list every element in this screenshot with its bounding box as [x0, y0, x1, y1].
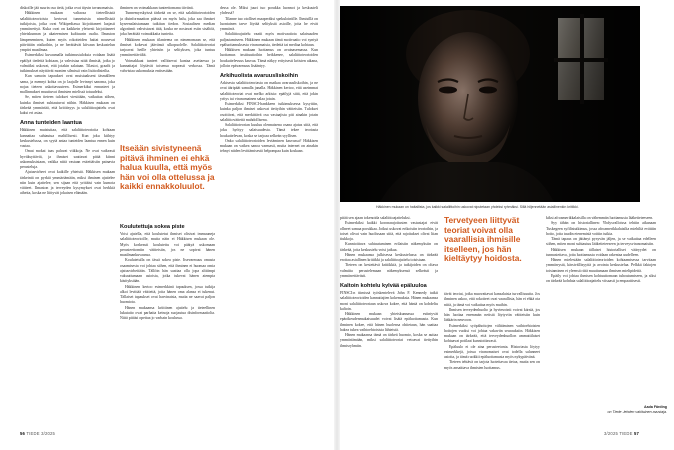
- portrait-photo-image: [340, 6, 640, 202]
- subheading: Kaltoin kohtelu kylvää epäluuloa: [340, 283, 427, 289]
- body-paragraph: Häkkinen kertoo esimerkkinä tapauksen, jossa tutkija alkoi levittää väitteitä, joita hänen oma alansa ei tukenut. Tällaiset tapaukset ovat harvinaisia, mutta ne saavat paljon huomiota.: [120, 284, 215, 305]
- body-paragraph: Epäily voi johtaa ihmisen kohtuuttomaan tuhoutumiseen, ja siksi on tärkeää kohdata salaliittoajattelu viisaasti ja empaattisesti.: [546, 273, 656, 283]
- body-paragraph: Esimerkiksi syöpähoitojen välttäminen vaihtoehtoisten hoitojen vuoksi voi johtaa vakaviin seurauksiin. Häkkisen mukaan on tärkeää, että terveydenhuollon ammattilaiset kohtaavat potilaat kunnioittavasti.: [444, 323, 540, 344]
- body-paragraph: Koulutetulla on tässä sokea piste. Itsevarmuus omasta osaamisesta voi johtaa siihen, että ihminen ei huomaa omia ajatusvirheitään. Tällöin hän saattaa olla jopa alttiimpi vakuuttumaan asioista, jotka tukevat hänen aiempia käsityksiään.: [120, 258, 215, 284]
- issue-number: 3/2025: [41, 431, 56, 436]
- left-page-column-2-lower: [120, 224, 215, 426]
- article-body-block: [546, 216, 656, 284]
- article-body-block: [340, 291, 438, 349]
- body-paragraph: Hänen mukaansa kriittinen ajattelu ja tieteellinen lukutaito ovat parhaita keinoja suojautua disinformaatiolta. Niitä pitäisi opettaa jo varhain koulussa.: [120, 305, 215, 320]
- author-role: on Tiede -lehden vakituinen avustaja.: [607, 409, 667, 414]
- article-body-block: [444, 292, 540, 371]
- body-paragraph: Ajatusvirheet ovat kaikille yhteisiä. Häkkisen mukaan tärkeintä on pyrkiä ymmärtämään, miksi ihminen ajattelee niin kuin ajattelee, sen sijaan että yrittäisi vain kumota väitteet. Ilmaston ja terveyden kysymykset ovat herkkiä aiheita, koska ne liittyvät jokaisen elämään.: [20, 170, 115, 196]
- body-paragraph: Voisi ajatella, että koulutetut ihmiset olisivat immuuneja salaliittoteorioille, mutta näin ei Häkkisen mukaan ole. Myös korkeasti koulutettu voi päätyä uskomaan perusteettomiin väitteisiin, jos ne sopivat hänen maailmankuvaansa.: [120, 232, 215, 257]
- page-number: 57: [634, 431, 640, 436]
- body-paragraph: Tilanne tuo otolliset maaperäksi spekulointille. Ihmisillä on luontainen tarve löytää selityksiä asioille, joita he eivät ymmärrä.: [220, 16, 318, 31]
- body-paragraph: Esimerkiksi FINSCI-hankkeen tutkimuksessa kysyttiin, kuinka paljon ihmiset uskovat tiettyihin väitteisiin. Tulokset osoittivat, että merkittävä osa vastaajista piti ainakin jotain salaliittoväitettä mahdollisena.: [220, 102, 318, 122]
- body-paragraph: Tämä tapaus on jättänyt pysyvän jäljen, ja se vaikuttaa edelleen siihen, miten moni suhtautuu lääketieteeseen ja terveysviranomaisiin.: [546, 237, 656, 247]
- right-folio: [604, 431, 639, 436]
- magazine-title: TIEDE: [26, 431, 40, 436]
- body-paragraph: Tieteen tehtävä on tarjota luotettavaa tietoa, mutta sen on myös ansaittava ihmisten luottamus.: [444, 360, 540, 370]
- author-byline: [597, 405, 667, 414]
- body-paragraph: ihminen on voimakkaan tunteettomana tiiviinä.: [120, 6, 194, 10]
- body-paragraph: Tieteen on kestettävä kritiikkiä, ja tutkijoiden on oltava valmiita perustelemaan näkemyksensä selkeästi ja ymmärrettävästi.: [340, 263, 438, 278]
- author-name: Aada Färding: [644, 405, 667, 409]
- right-page-column-2: [444, 292, 540, 426]
- article-body-block: [220, 81, 318, 155]
- body-paragraph: Esimerkiksi kuvaamalla tutkimustuloksia voidaan lisätä epäilyä tiedettä kohtaan, ja vahvistaa niitä ihmisiä, jotka jo valmiiksi uskovat, että jotakin salataan. Tilastot, graafit ja tutkimukset näyttävät monien silmissä vain lisätodisteilta.: [20, 53, 115, 73]
- pull-quote: Itseään sivistyneenä pitävä ihminen ei ehkä halua kuulla, että myös hän voi olla ottelussa ja kaikki ennakkoluulot.: [120, 143, 215, 192]
- article-body-block: [20, 128, 115, 196]
- body-paragraph: Onko salaliittoteorioiden leviäminen kasvussa? Häkkisen mukaan on vaikea sanoa varmasti, mutta internet on ainakin tehnyt niiden levittämisestä helpompaa kuin koskaan.: [220, 138, 318, 154]
- subheading: Anna tunteiden laantua: [20, 120, 82, 127]
- body-paragraph: Arkisesta salaliittoteoriasta on matkaa avaruusliskoihin, ja ne ovat ääripäät samalla janalla. Häkkinen kertoo, että useimmat salaliittoteoriat ovat melko arkisia: epäilyjä siitä, että jokin yritys tai viranomainen salaa jotain.: [220, 81, 318, 101]
- body-paragraph: diskoille jää suurin osa tietä, jotka ovat täysin tavanomaisia.: [20, 6, 114, 10]
- body-paragraph: Omat mokat taas palavat viikkoja. Ne ovat vaikeasti hyväksyttäviä, ja ihmiset saattavat pitää kiinni uskomuksistaan, vaikka niitä vastaan esitettäisiin painavia perusteluja.: [20, 149, 115, 169]
- body-paragraph: Esimerkiksi kaikki koronarajoitusten vastustajat eivät ollneet samaa porukkaa. Jotkut uskovat erikoisiin teorioihin, ja toiset olivat vain huolissaan siitä, että rajoitukset olivat liian tiukkoja.: [340, 221, 438, 241]
- right-page-column-3: [546, 216, 656, 401]
- page-number: 56: [20, 431, 26, 436]
- photo-caption: Häkkinen mukaan on haitallista, jos kaikki salaliittoihin uskovat niputetaan yhdeksi ryhmäksi. Sillä hiljennetään asiallinenkin kritiikki.: [376, 205, 579, 209]
- body-paragraph: Häkkinen mukaan tilanteena on nimenomaan se, että ihmiset kokevat jäävänsä ulkopuolelle. Salaliittoteoriat tarjoavat heille yhteisön ja selityksen, joka tuntuu ymmärrettävältä.: [120, 37, 215, 58]
- magazine-title: TIEDE: [619, 431, 633, 436]
- body-paragraph: FINSCI:n tiimissä työskentelevä John F. Kennedy tutkii salaliittoteorioiden kannattajien kokemuksia. Hänen mukaansa moni salaliittoteoriaan uskova kokee, että häntä on kohdeltu kaltoin.: [340, 291, 438, 311]
- left-page-column-1: [20, 6, 115, 426]
- body-paragraph: Salaliittoteorian kuuluu olennaisena osana ajatus siitä, että joku hyötyy salaisuudesta. Tämä tekee teoriasta houkuttelevan, koska se tarjoaa selkeän syyllisen.: [220, 123, 318, 138]
- left-page-column-3: [220, 6, 318, 426]
- subheading: Arkihuolista avaruusliskoihin: [220, 73, 299, 79]
- body-paragraph: pitää sen ajaan tokenoida salaliittoajatteluksi.: [340, 216, 411, 220]
- left-folio: [20, 431, 55, 436]
- body-paragraph: Häkkisen mukaan luottamus on avainasemassa. Kun luottamus instituutioihin heikkenee, salaliittoteorioiden houkuttelevuus kasvaa. Tämä näkyy erityisesti kriisien aikana, jolloin epävarmuus lisääntyy.: [220, 48, 318, 68]
- body-paragraph: Syy tähän on historiallinen: Yhdysvalloissa tehtiin aikanaan Tuskegeen syfilistutkimus, jossa afroamerikkalaisilta miehiltä evättiin hoito, jotta taudin etenemistä voitiin tutkia.: [546, 221, 656, 236]
- right-page-column-1: [340, 216, 438, 426]
- body-paragraph: Kunnioittava suhtautuminen erilaisiin näkemyksiin on tärkeää, jotta keskustelu voisi jatkua.: [340, 242, 438, 252]
- left-page-column-2: [120, 6, 215, 142]
- issue-number: 3/2025: [604, 431, 619, 436]
- article-body-block: [220, 6, 318, 69]
- article-body-block: [340, 216, 438, 279]
- body-paragraph: Voimakkaat tunteet vallitsevat kantaa asettaessa ja kannattajat löytävät toisensa nopeasti verkossa. Tämä vahvistaa uskomuksia entisestään.: [120, 58, 215, 73]
- body-paragraph: Häkkisen mukaan tällaiset historialliset vääryydet on tunnustettava, jotta luottamusta voidaan rakentaa uudelleen.: [546, 247, 656, 257]
- pull-quote: Tervetyeen liittyvät teoriat voivat olla vaarallisia ihmisille itselleen, jos hän kieltäytyy hoidosta.: [444, 215, 522, 264]
- body-paragraph: dessa ole. Miksi juuri tuo porukka luonnot ja keskusteli yhdessä?: [220, 6, 318, 16]
- body-paragraph: tävät teoriat, jotka muovattavat kansalaisia turvallisuutta. Jos ihminen uskoo, että rokotteet ovat vaarallisia, hän ei ehkä ota niitä, ja tämä voi vaikuttaa myös muihin.: [444, 292, 540, 307]
- body-paragraph: Häkkinen mukaan yhteiskunnassa esiintyvät epäoikeudenmukaisuudet voivat lisätä epäluottamusta. Kun ihminen kokee, että hänen huolensa ohitetaan, hän saattaa hakea tukea vaihtoehtoisista lähteistä.: [340, 312, 438, 332]
- body-paragraph: Salaliittoajattelu vaatii myös motivaatiota salaisuuden paljastamiseen. Häkkinen mukaan tämä motivaatio voi syntyä epäluottamuksesta viranomaisia, tiedettä tai mediaa kohtaan.: [220, 32, 318, 47]
- article-body-block: [20, 6, 115, 116]
- body-paragraph: Kun samoin tapaukset ovat muistaakseni täsmälleen sama, ja mennyt kohta on jo laajalle levinnyt sanoma, joka nojaa tieteen uskottavuuteen. Esimerkiksi ennusteet ja mallinnukset muuttuvat ihmisten mielissä totuudeksi.: [20, 74, 115, 94]
- body-paragraph: Epäluulo ei ole aina perusteetonta. Historiasta löytyy esimerkkejä, joissa viranomaiset ovat todella salanneet asioita, ja tämä ruokkii epäluottamusta myös nykypäivänä.: [444, 344, 540, 359]
- body-paragraph: Hänen mukaansa julkisessa keskustelussa on tärkeää erottaa asiallinen kritiikki ja salaliittoajattelu toisistaan.: [340, 252, 438, 262]
- body-paragraph: Häkkinen mukaan valtaosa tieteellisistä salaliittoteorioista kertovat tunnetuista nimellisistä tutkijoista, jotka ovat Wikipediassa kirjoittaneet laajasti ymmärrettyä. Kuka ovat on kaikkein yleisesti kirjoittaneet yhteiskunnan ja akateemisen kulttuurin osalta. Ilmaston lämpeneminen, kuten myös rokotteiden haitat nousevat päivittäin otsikoihin, ja ne herättävät kiivaan keskustelun ympäri maailmaa.: [20, 11, 115, 52]
- subheading: Koulutettuja sokea piste: [120, 224, 185, 230]
- body-paragraph: Se, miten tieteen tulokset viestitään, vaikuttaa siihen, kuinka ihmiset suhtautuvat niihin. Häkkisen mukaan on tärkeää ymmärtää, että kriittisyys ja salaliittoajattelu ovat kaksi eri asiaa.: [20, 95, 115, 115]
- article-body-block: [120, 232, 215, 321]
- body-paragraph: kiksi afroamerikkalaisilla on vähemmän luottamusta lääketieteeseen.: [546, 216, 654, 220]
- body-paragraph: Hänen mielestään salaliittoteorioiden kohtaamisessa tarvitaan ymmärrystä, kärsivällisyyttä ja avointa keskustelua. Pelkkä faktojen toistaminen ei yleensä riitä muuttamaan ihmisen mielipidettä.: [546, 258, 656, 273]
- body-paragraph: Tunnemyrskyissä tärkeää on se, että salaliittoteorioiden ja disinformaation päässä on myös halu, joka saa ihmiset kyseenalaistamaan tutkitun tiedon. Sosiaalisen median algoritmit vahvistavat tätä, koska ne nostavat esiin sisältöä, joka herättää voimakkaita tunteita.: [120, 11, 215, 37]
- body-paragraph: Hänen mukaansa tämä on tärkeä huomio, koska se auttaa ymmärtämään, miksi salaliittoteoriat vetoavat tiettyihin ihmisryhmiin.: [340, 333, 438, 348]
- body-paragraph: Ihmisen terveydenhuolto ja hyvinvointi voivat kärsiä, jos hän luottaa enemmän netistä löytyviin väitteisiin kuin lääkärin neuvoon.: [444, 307, 540, 323]
- article-body-block: [120, 6, 215, 74]
- portrait-photo: [340, 6, 640, 202]
- body-paragraph: Häkkinen muistuttaa, että salaliittoteorioita kohtaan kannattaa suhtautua maltillisesti. Kun joku kiihtyy keskustelussa, on syytä antaa tunteiden laantua ennen kuin vastaa.: [20, 128, 115, 148]
